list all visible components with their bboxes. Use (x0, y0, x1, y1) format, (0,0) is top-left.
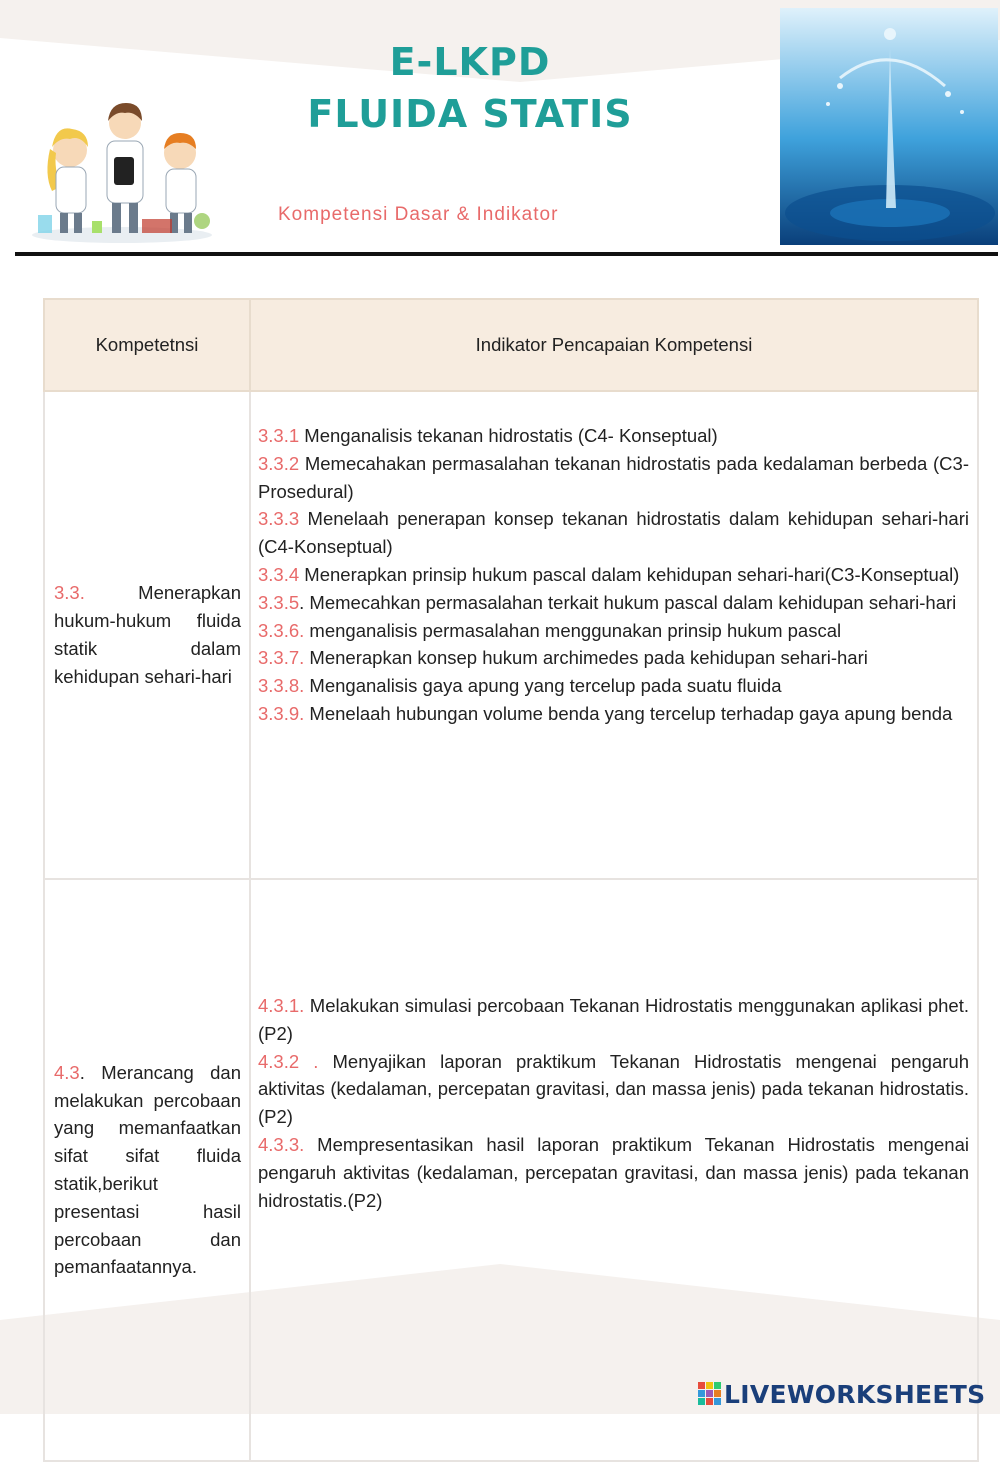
competency-cell (44, 879, 250, 1461)
liveworksheets-brand[interactable] (698, 1378, 985, 1410)
indicator-item (258, 1131, 969, 1214)
indicator-text: Menerapkan konsep hukum archimedes pada kehidupan sehari-hari (304, 647, 868, 669)
indicator-number: 3.3.7. (258, 647, 305, 669)
competency-number: 3.3. (54, 582, 85, 604)
indicator-number: 3.3.2 (258, 452, 300, 474)
competency-text: Menerapkan hukum-hukum fluida statik dalam kehidupan sehari-hari (54, 582, 241, 687)
indicator-item (258, 672, 969, 700)
competency-table (43, 298, 979, 1462)
competency-number: 4.3 (54, 1061, 80, 1083)
indicator-item (258, 505, 969, 561)
page-title-line2: FLUIDA STATIS (307, 92, 633, 136)
indicator-item (258, 450, 969, 506)
indicator-number: 3.3.5 (258, 591, 300, 613)
indicator-text: . Memecahkan permasalahan terkait hukum pascal dalam kehidupan sehari-hari (299, 591, 957, 613)
indicator-number: 3.3.1 (258, 425, 300, 446)
indicator-number: 3.3.9. (258, 702, 305, 724)
indicator-cell (250, 391, 978, 879)
indicator-text: menganalisis permasalahan menggunakan prinsip hukum pascal (304, 619, 842, 641)
water-drop-photo (780, 8, 998, 245)
indicator-number: 4.3.2 . (258, 1050, 319, 1072)
indicator-number: 4.3.1. (258, 995, 305, 1016)
indicator-text: Melakukan simulasi percobaan Tekanan Hidrostatis menggunakan aplikasi phet.(P2) (258, 995, 969, 1044)
indicator-item (258, 992, 969, 1048)
page-subtitle: Kompetensi Dasar & Indikator (278, 204, 559, 225)
competency-text: . Merancang dan melakukan percobaan yang memanfaatkan sifat sifat fluida statik,berikut presentasi hasil percobaan dan pemanfaatannya. (54, 1061, 241, 1278)
competency-cell (44, 391, 250, 879)
indicator-cell (250, 879, 978, 1461)
indicator-number: 4.3.3. (258, 1133, 305, 1155)
indicator-text: Memecahakan permasalahan tekanan hidrostatis pada kedalaman berbeda (C3-Prosedural) (258, 452, 969, 502)
indicator-text: Mempresentasikan hasil laporan praktikum Tekanan Hidrostatis mengenai pengaruh aktivitas (kedalaman, percepatan gravitasi, dan massa jenis) pada tekanan hidrostatis.(P2) (258, 1133, 969, 1211)
table-row (44, 391, 978, 879)
indicator-number: 3.3.4 (258, 563, 300, 585)
liveworksheets-wordmark: LIVEWORKSHEETS (724, 1379, 986, 1409)
indicator-item (258, 617, 969, 645)
column-header-indikator: Indikator Pencapaian Kompetensi (250, 299, 978, 391)
indicator-item (258, 1048, 969, 1131)
indicator-text: Menelaah hubungan volume benda yang tercelup terhadap gaya apung benda (304, 702, 953, 724)
column-header-kompetensi: Kompetetnsi (44, 299, 250, 391)
table-row (44, 879, 978, 1461)
liveworksheets-logo-icon (698, 1382, 722, 1406)
indicator-number: 3.3.3 (258, 508, 300, 530)
indicator-item (258, 644, 969, 672)
page-title-line1: E-LKPD (389, 40, 551, 84)
indicator-text: Menganalisis tekanan hidrostatis (C4- Konseptual) (299, 425, 718, 446)
indicator-item (258, 561, 969, 589)
indicator-item (258, 422, 969, 450)
indicator-item (258, 589, 969, 617)
header-divider (15, 252, 998, 256)
indicator-text: Menerapkan prinsip hukum pascal dalam kehidupan sehari-hari(C3-Konseptual) (299, 563, 960, 585)
indicator-text: Menelaah penerapan konsep tekanan hidrostatis dalam kehidupan sehari-hari (C4-Konseptual) (258, 508, 969, 558)
indicator-number: 3.3.8. (258, 675, 305, 697)
indicator-text: Menganalisis gaya apung yang tercelup pada suatu fluida (304, 675, 782, 697)
indicator-text: Menyajikan laporan praktikum Tekanan Hidrostatis mengenai pengaruh aktivitas (kedalaman, percepatan gravitasi, dan massa jenis) pada tekanan hidrostatis.(P2) (258, 1050, 969, 1128)
indicator-number: 3.3.6. (258, 619, 305, 641)
indicator-item (258, 700, 969, 728)
table-header-row (44, 299, 978, 391)
